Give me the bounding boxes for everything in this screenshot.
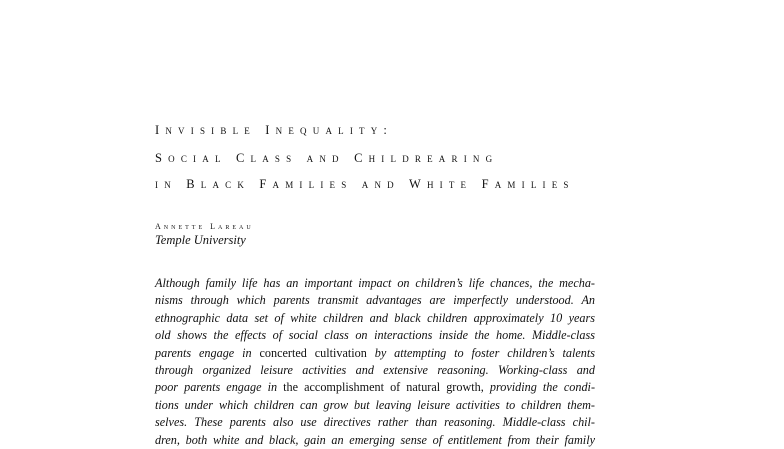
term-concerted-cultivation: concerted cultivation <box>259 345 367 360</box>
abstract-line: old shows the effects of social class on interactions inside the home. Middle-class <box>155 328 595 343</box>
article-title-line-3: in Black Families and White Families <box>155 177 575 191</box>
abstract-line: dren, both white and black, gain an emerging sense of entitlement from their family <box>155 432 595 447</box>
abstract-line: nisms through which parents transmit advantages are imperfectly understood. An <box>155 293 595 308</box>
abstract-line: tions under which children can grow but leaving leisure activities to children them- <box>155 397 595 412</box>
abstract-line: ethnographic data set of white children and black children approximately 10 years <box>155 310 595 325</box>
article-title-line-1: Invisible Inequality: <box>155 123 394 137</box>
abstract-line: Although family life has an important impact on children’s life chances, the mecha- <box>155 276 595 290</box>
abstract-line: selves. These parents also use directives rather than reasoning. Middle-class chil- <box>155 415 595 430</box>
author-name: Annette Lareau <box>155 222 254 231</box>
author-affiliation: Temple University <box>155 233 246 247</box>
abstract-line: poor parents engage in the accomplishment of natural growth, providing the condi- <box>155 380 596 395</box>
abstract <box>155 275 595 449</box>
abstract-line: parents engage in concerted cultivation by attempting to foster children’s talents <box>155 345 595 360</box>
article-title-line-2: Social Class and Childrearing <box>155 151 499 165</box>
abstract-line: through organized leisure activities and extensive reasoning. Working-class and <box>155 362 595 377</box>
term-natural-growth: the accomplishment of natural growth, <box>283 380 484 395</box>
